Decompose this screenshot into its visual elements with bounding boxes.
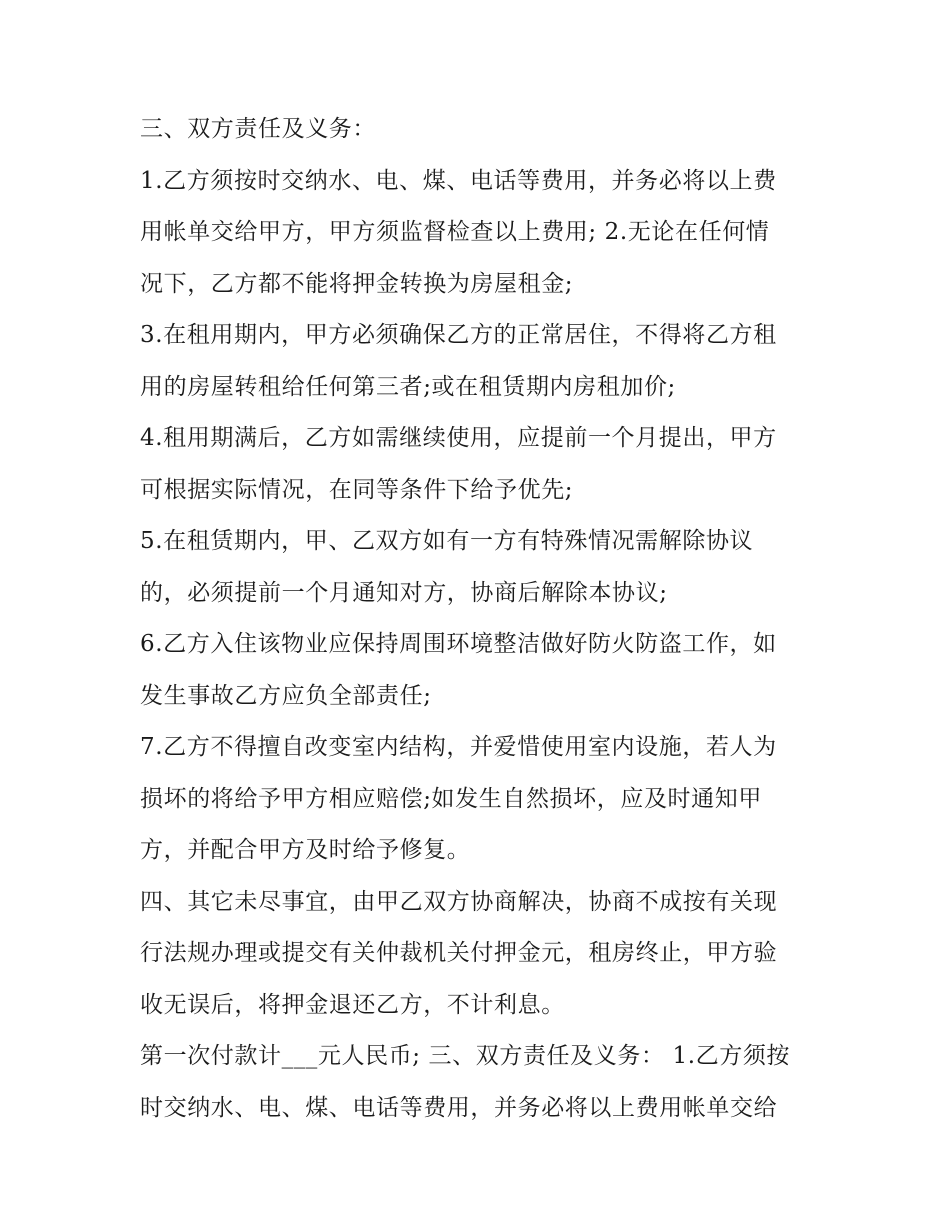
- text-line: 可根据实际情况，在同等条件下给予优先;: [140, 476, 574, 503]
- text-line: 4.租用期满后，乙方如需继续使用，应提前一个月提出，甲方: [140, 425, 777, 451]
- text-line: 用的房屋转租给任何第三者;或在租赁期内房租加价;: [140, 373, 676, 400]
- text-line: 的，必须提前一个月通知对方，协商后解除本协议;: [140, 579, 668, 606]
- text-line: 时交纳水、电、煤、电话等费用，并务必将以上费用帐单交给: [140, 1094, 778, 1121]
- document-page: [140, 104, 820, 1134]
- text-line: 5.在租赁期内，甲、乙双方如有一方有特殊情况需解除协议: [140, 528, 754, 554]
- text-line: 况下，乙方都不能将押金转换为房屋租金;: [140, 270, 574, 297]
- text-line: 行法规办理或提交有关仲裁机关付押金元，租房终止，甲方验: [140, 940, 778, 966]
- text-line: 收无误后，将押金退还乙方，不计利息。: [140, 991, 565, 1018]
- text-line: 7.乙方不得擅自改变室内结构，并爱惜使用室内设施，若人为: [140, 734, 777, 760]
- text-line-heading-4: 四、其它未尽事宜，由甲乙双方协商解决，协商不成按有关现: [140, 888, 778, 915]
- text-line: 6.乙方入住该物业应保持周围环境整洁做好防火防盗工作，如: [140, 631, 777, 657]
- text-line: 1.乙方须按时交纳水、电、煤、电话等费用，并务必将以上费: [140, 167, 777, 194]
- text-line: 第一次付款计___元人民币; 三、双方责任及义务： 1.乙方须按: [140, 1043, 791, 1069]
- text-line: 方，并配合甲方及时给予修复。: [140, 837, 471, 863]
- text-line: 3.在租用期内，甲方必须确保乙方的正常居住，不得将乙方租: [140, 322, 777, 348]
- text-line: 损坏的将给予甲方相应赔偿;如发生自然损坏，应及时通知甲: [140, 785, 762, 812]
- text-line: 发生事故乙方应负全部责任;: [140, 682, 432, 709]
- text-line-heading-3: 三、双方责任及义务：: [140, 116, 376, 142]
- text-line: 用帐单交给甲方，甲方须监督检查以上费用; 2.无论在任何情: [140, 219, 770, 245]
